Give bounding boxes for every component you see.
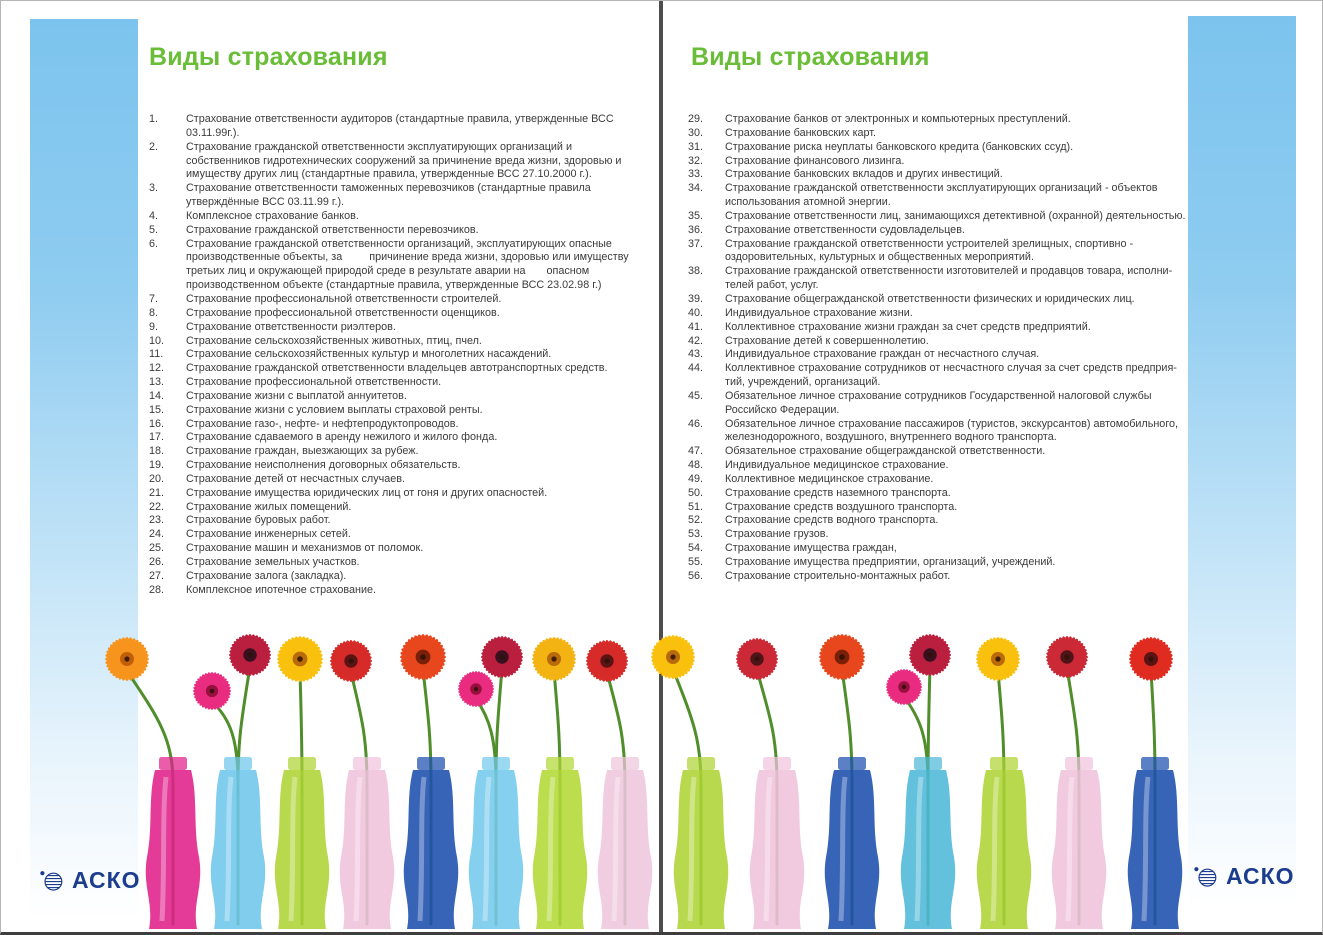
list-item [149,459,649,473]
item-number: 53. [688,528,704,541]
item-number: 52. [688,514,704,527]
item-number: 39. [688,292,704,305]
item-number: 11. [149,348,164,361]
item-number: 21. [149,486,165,499]
list-item [688,141,1188,155]
item-number: 1. [149,113,159,125]
asko-sphere-icon [39,868,65,894]
item-number: 37. [688,237,704,250]
item-text: Индивидуальное страхование граждан от несчастного случая. [725,348,1040,361]
item-number: 2. [149,140,159,153]
item-text: Страхование профессиональной ответственности оценщиков. [186,306,500,319]
gerbera-photo-right [666,619,1190,932]
list-item [149,473,649,487]
item-text: Страхование финансового лизинга. [725,154,905,167]
item-number: 3. [149,182,159,195]
item-number: 49. [688,472,704,485]
list-item [688,501,1188,515]
asko-logo-right [1193,863,1295,890]
insurance-list-right [688,113,1188,584]
item-text: Обязательное личное страхование сотрудников Государственной налоговой службы Российско Федерации. [725,389,1152,416]
list-item [149,542,649,556]
item-number: 42. [688,334,704,347]
vase-neck [1141,757,1169,770]
vase-neck [687,757,715,770]
list-item [688,348,1188,362]
item-text: Страхование гражданской ответственности эксплуатирующих организаций - объектов использования атомной энергии. [725,182,1158,209]
list-item [149,238,649,293]
list-item [688,362,1188,390]
list-item [688,307,1188,321]
list-item [149,418,649,432]
asko-logo-text: АСКО [1226,863,1295,889]
item-number: 41. [688,320,704,333]
item-text: Страхование буровых работ. [186,514,331,527]
item-number: 13. [149,376,165,389]
list-item [688,570,1188,584]
item-number: 8. [149,306,159,319]
item-number: 4. [149,209,159,222]
item-number: 30. [688,126,704,139]
item-number: 28. [149,583,165,596]
item-number: 48. [688,459,704,472]
item-text: Страхование общегражданской ответственности физических и юридических лиц. [725,292,1135,305]
item-text: Страхование гражданской ответственности изготовителей и продавцов товара, исполни-телей работ, услуг. [725,265,1173,292]
item-text: Индивидуальное медицинское страхование. [725,459,949,472]
item-text: Обязательное страхование общегражданской ответственности. [725,445,1046,458]
list-item [149,556,649,570]
item-text: Страхование риска неуплаты банковского кредита (банковских ссуд). [725,140,1074,153]
item-text: Страхование ответственности таможенных перевозчиков (стандартные правила утверждённые ВСС 03.11.99 г.). [186,182,591,209]
item-text: Страхование гражданской ответственности организаций, эксплуатирующих опасные производственные объекты, за причинение вреда жизни, здоровью или имуществу третьих лиц и окружающей природой среде в результате аварии на опасном производственном объекте (стандартные правила, утвержденные ВСС 23.02.98 г.) [186,237,629,292]
item-text: Страхование детей от несчастных случаев. [186,472,405,485]
item-text: Страхование ответственности судовладельцев. [725,223,965,236]
item-number: 45. [688,389,704,402]
item-text: Страхование детей к совершеннолетию. [725,334,929,347]
item-text: Страхование банковских вкладов и других инвестиций. [725,168,1003,181]
item-number: 47. [688,445,704,458]
item-number: 56. [688,569,704,582]
item-text: Страхование гражданской ответственности устроителей зрелищных, спортивно - оздоровительных, культурных и общественных мероприятий. [725,237,1134,264]
list-item [688,390,1188,418]
item-number: 25. [149,542,165,555]
item-number: 35. [688,209,704,222]
item-number: 10. [149,334,165,347]
vase-neck [838,757,866,770]
item-text: Страхование жизни с условием выплаты страховой ренты. [186,403,483,416]
list-item [149,321,649,335]
item-text: Страхование газо-, нефте- и нефтепродуктопроводов. [186,417,459,430]
item-text: Комплексное страхование банков. [186,209,359,222]
vase-neck [1065,757,1093,770]
list-item [688,542,1188,556]
item-number: 27. [149,569,165,582]
list-item [688,182,1188,210]
list-item [149,141,649,183]
list-item [688,113,1188,127]
item-text: Индивидуальное страхование жизни. [725,306,913,319]
gerbera-head [975,637,1020,682]
item-number: 20. [149,472,165,485]
item-text: Страхование профессиональной ответственности. [186,376,442,389]
gerbera-head [819,634,866,681]
list-item [688,127,1188,141]
list-item [688,168,1188,182]
list-item [688,556,1188,570]
vase-neck [914,757,942,770]
item-number: 36. [688,223,704,236]
vase-neck [611,757,639,770]
item-number: 40. [688,306,704,319]
item-text: Страхование ответственности риэлтеров. [186,320,396,333]
gerbera-head [735,638,778,681]
list-item [149,514,649,528]
list-item [149,570,649,584]
item-text: Коллективное медицинское страхование. [725,472,934,485]
item-number: 24. [149,528,165,541]
item-number: 34. [688,182,704,195]
item-number: 54. [688,542,704,555]
item-number: 12. [149,362,165,375]
item-number: 7. [149,292,159,305]
gerbera-in-vase [1124,619,1186,932]
list-item [149,390,649,404]
item-text: Страхование гражданской ответственности владельцев автотранспортных средств. [186,362,608,375]
item-number: 17. [149,431,165,444]
list-item [149,224,649,238]
item-text: Обязательное личное страхование пассажиров (туристов, экскурсантов) автомобильного, железнодорожного, воздушного, внутреннего водного транспорта. [725,417,1179,444]
gerbera-head [651,635,696,680]
item-text: Страхование банковских карт. [725,126,877,139]
item-text: Страхование инженерных сетей. [186,528,351,541]
list-item [149,404,649,418]
asko-sphere-icon [1193,864,1219,890]
gerbera-head [329,640,372,683]
list-item [688,224,1188,238]
item-number: 44. [688,362,704,375]
gerbera-head [1046,636,1089,679]
list-item [688,445,1188,459]
list-item [688,459,1188,473]
list-item [688,293,1188,307]
gerbera-head [1129,637,1174,682]
list-item [688,155,1188,169]
gerbera-head [457,671,494,708]
item-text: Страхование ответственности аудиторов (стандартные правила, утвержденные ВСС 03.11.99г.). [186,113,614,139]
item-text: Коллективное страхование жизни граждан за счет средств предприятий. [725,320,1091,333]
list-item [149,431,649,445]
item-number: 29. [688,113,704,125]
list-item [149,307,649,321]
list-item [688,321,1188,335]
wavy-vase [1128,770,1182,929]
asko-logo-text: АСКО [72,867,141,893]
item-number: 9. [149,320,159,333]
list-item [149,293,649,307]
item-number: 31. [688,140,704,153]
item-number: 23. [149,514,165,527]
item-text: Страхование ответственности лиц, занимающихся детективной (охранной) деятельностью. [725,209,1186,222]
item-text: Страхование имущества предприятии, организаций, учреждений. [725,556,1056,568]
list-item [149,487,649,501]
item-text: Страхование сельскохозяйственных животных, птиц, пчел. [186,334,482,347]
item-text: Страхование банков от электронных и компьютерных преступлений. [725,113,1071,125]
item-number: 5. [149,223,159,236]
item-text: Страхование граждан, выезжающих за рубеж. [186,445,419,458]
asko-logo-left [39,867,141,894]
item-number: 33. [688,168,704,181]
list-item [688,528,1188,542]
list-item [688,238,1188,266]
item-text: Страхование земельных участков. [186,556,360,568]
item-number: 32. [688,154,704,167]
item-text: Страхование залога (закладка). [186,569,347,582]
list-item [149,362,649,376]
vase-neck [763,757,791,770]
list-item [149,348,649,362]
item-number: 19. [149,459,165,472]
item-text: Страхование сельскохозяйственных культур и многолетних насаждений. [186,348,552,361]
item-text: Страхование жизни с выплатой аннуитетов. [186,389,407,402]
insurance-list-left [149,113,649,598]
gerbera-head [105,637,150,682]
item-text: Страхование гражданской ответственности эксплуатирующих организаций и собственников гидротехнических сооружений за причинение вреда жизни, здоровью и имуществу других лиц (стандартные правила, утвержденные ВСС 27.10.2000 г.). [186,140,622,181]
item-text: Страхование жилых помещений. [186,500,352,513]
item-text: Страхование машин и механизмов от поломок. [186,542,424,555]
list-item [688,514,1188,528]
item-number: 38. [688,265,704,278]
gerbera-photo-left [138,619,660,932]
list-item [149,528,649,542]
item-text: Страхование гражданской ответственности перевозчиков. [186,223,479,236]
item-number: 14. [149,389,165,402]
list-item [688,418,1188,446]
item-text: Страхование имущества граждан, [725,542,897,555]
item-number: 43. [688,348,704,361]
list-item [149,584,649,598]
list-item [149,210,649,224]
item-number: 18. [149,445,165,458]
item-text: Страхование неисполнения договорных обязательств. [186,459,461,472]
item-text: Страхование строительно-монтажных работ. [725,569,951,582]
list-item [688,210,1188,224]
item-text: Страхование профессиональной ответственности строителей. [186,292,502,305]
list-item [688,265,1188,293]
item-text: Комплексное ипотечное страхование. [186,583,377,596]
gerbera-head [192,672,231,711]
list-item [149,501,649,515]
list-item [149,445,649,459]
list-item [149,182,649,210]
item-number: 6. [149,237,159,250]
gerbera-head [586,640,629,683]
item-text: Страхование средств воздушного транспорта. [725,500,958,513]
item-number: 16. [149,417,165,430]
list-item [149,376,649,390]
item-number: 46. [688,417,704,430]
item-text: Страхование сдаваемого в аренду нежилого и жилого фонда. [186,431,498,444]
item-number: 50. [688,486,704,499]
item-text: Страхование средств наземного транспорта. [725,486,951,499]
page-title-right: Виды страхования [691,43,930,71]
gerbera-head [886,669,923,706]
item-number: 26. [149,556,165,568]
item-text: Коллективное страхование сотрудников от несчастного случая за счет средств предприя-тий, учреждений, организаций. [725,362,1177,389]
list-item [688,473,1188,487]
item-number: 51. [688,500,704,513]
list-item [149,335,649,349]
page-title-left: Виды страхования [149,43,388,71]
list-item [688,335,1188,349]
item-text: Страхование грузов. [725,528,829,541]
list-item [688,487,1188,501]
item-text: Страхование средств водного транспорта. [725,514,939,527]
item-number: 55. [688,556,704,568]
item-number: 22. [149,500,165,513]
list-item [149,113,649,141]
item-text: Страхование имущества юридических лиц от гоня и других опасностей. [186,486,548,499]
item-number: 15. [149,403,165,416]
vase-neck [990,757,1018,770]
